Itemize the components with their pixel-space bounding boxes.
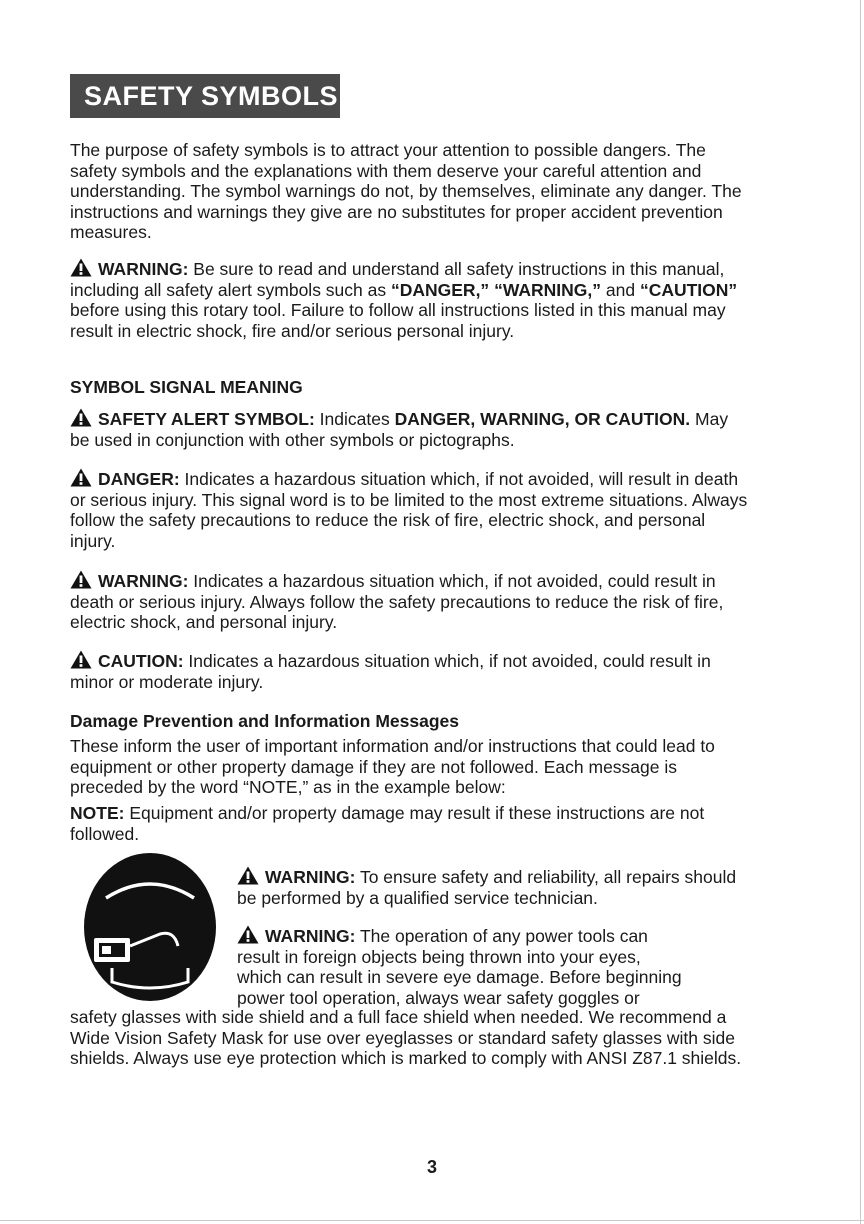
safety-mask-icon xyxy=(82,852,218,1002)
danger-text: Indicates a hazardous situation which, if not avoided, will result in death or serious injury. This signal word is to be limited to the most extreme situations. Always follow the safety precautions to reduce the risk of fire, electric shock, and personal injury. xyxy=(70,469,748,551)
damage-prevention-paragraph: These inform the user of important information and/or instructions that could lead to equipment or other property damage if they are not followed. Each message is preceded by the word “NOTE,” as in the example below: xyxy=(70,736,715,797)
warning-eyes-line-2: result in foreign objects being thrown into your eyes, xyxy=(237,946,641,967)
warning-repairs-paragraph xyxy=(237,866,757,908)
damage-prevention-heading: Damage Prevention and Information Messages xyxy=(70,711,459,731)
caution-label: CAUTION: xyxy=(98,651,184,671)
warning-main-caution: “CAUTION” xyxy=(639,279,738,300)
warning-eyes-line-1 xyxy=(237,925,757,947)
warning-triangle-icon xyxy=(237,925,259,944)
danger-paragraph xyxy=(70,468,750,551)
warning-triangle-icon xyxy=(70,258,92,277)
warning-eyes-label: WARNING: xyxy=(265,926,356,946)
warning-definition-text: Indicates a hazardous situation which, if not avoided, could result in death or serious injury. Always follow the safety precautions to reduce the risk of fire, electric shock, and personal injury. xyxy=(70,571,724,632)
caution-text: Indicates a hazardous situation which, if not avoided, could result in minor or moderate injury. xyxy=(70,651,711,692)
warning-repairs-label: WARNING: xyxy=(265,867,356,887)
warning-main-sep-2: and xyxy=(601,279,640,300)
safety-alert-text-2: May be used in conjunction with other symbols or pictographs. xyxy=(70,409,729,450)
warning-triangle-icon xyxy=(70,570,92,589)
note-paragraph xyxy=(70,803,750,844)
warning-triangle-icon xyxy=(70,650,92,669)
warning-eyes-lines xyxy=(237,925,757,1008)
warning-main-label: WARNING: xyxy=(98,259,189,279)
danger-label: DANGER: xyxy=(98,469,180,489)
warning-triangle-icon xyxy=(70,408,92,427)
safety-alert-emph: DANGER, WARNING, OR CAUTION. xyxy=(394,409,691,429)
warning-main-text-1: Be sure to read and understand all safety instructions in this manual, including all safety alert symbols such as xyxy=(70,259,725,300)
page-edge-right xyxy=(860,0,861,1224)
warning-main-warning: “WARNING,” xyxy=(494,279,602,300)
note-text: Equipment and/or property damage may result if these instructions are not followed. xyxy=(70,803,705,844)
caution-paragraph xyxy=(70,650,750,692)
section-banner xyxy=(70,74,340,118)
safety-alert-label: SAFETY ALERT SYMBOL: xyxy=(98,409,315,429)
warning-eyes-line-4: power tool operation, always wear safety goggles or xyxy=(237,987,640,1008)
safety-alert-paragraph xyxy=(70,408,750,450)
warning-definition-paragraph xyxy=(70,570,750,633)
banner-title: SAFETY SYMBOLS xyxy=(84,80,339,111)
safety-alert-text-1: Indicates xyxy=(314,409,395,429)
warning-main-danger: “DANGER,” xyxy=(390,279,490,300)
warning-eyes-line-1-text: The operation of any power tools can xyxy=(355,926,648,946)
warning-eyes-continuation: safety glasses with side shield and a full face shield when needed. We recommend a Wide Vision Safety Mask for use over eyeglasses or standard safety glasses with side shields. Always use eye protection which is marked to comply with ANSI Z87.1 shields. xyxy=(70,1007,742,1068)
page-edge-bottom xyxy=(0,1220,864,1221)
warning-triangle-icon xyxy=(70,468,92,487)
warning-eyes-line-3: which can result in severe eye damage. Before beginning xyxy=(237,967,682,987)
warning-triangle-icon xyxy=(237,866,259,885)
page-number: 3 xyxy=(426,1157,437,1177)
warning-repairs-text: To ensure safety and reliability, all repairs should be performed by a qualified service technician. xyxy=(237,867,737,908)
warning-definition-label: WARNING: xyxy=(98,571,189,591)
intro-paragraph: The purpose of safety symbols is to attract your attention to possible dangers. The safety symbols and the explanations with them deserve your careful attention and understanding. The symbol warnings do not, by themselves, eliminate any danger. The instructions and warnings they give are no substitutes for proper accident prevention measures. xyxy=(70,140,742,242)
symbol-signal-heading: SYMBOL SIGNAL MEANING xyxy=(70,377,303,397)
warning-main-paragraph xyxy=(70,258,760,341)
note-label: NOTE: xyxy=(70,803,125,823)
warning-main-text-2: before using this rotary tool. Failure to follow all instructions listed in this manual may result in electric shock, fire and/or serious personal injury. xyxy=(70,300,726,341)
